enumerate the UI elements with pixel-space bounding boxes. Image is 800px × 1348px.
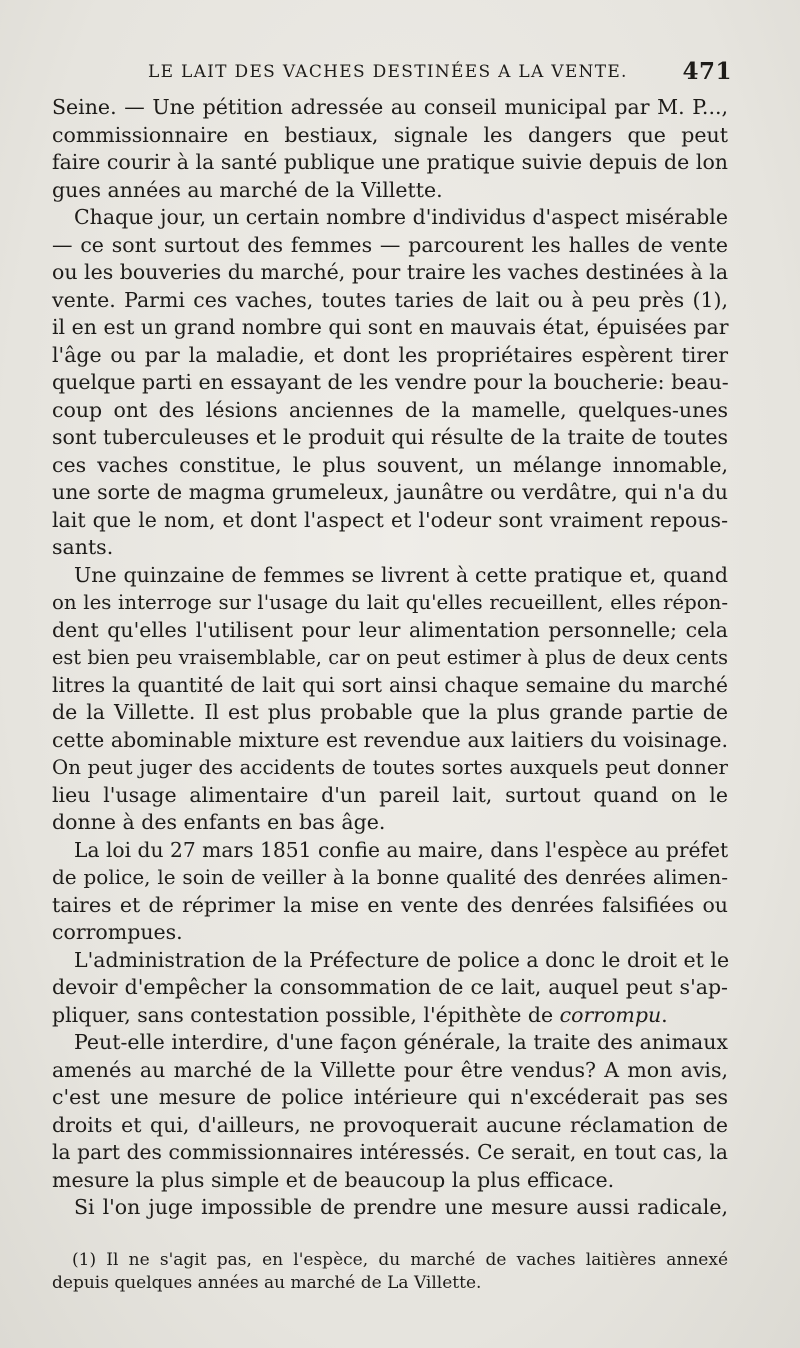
- text-line: l'âge ou par la maladie, et dont les propriétaires espèrent tirer: [52, 342, 728, 367]
- text-line: Si l'on juge impossible de prendre une mesure aussi radicale,: [74, 1195, 728, 1219]
- text-line: amenés au marché de la Villette pour être vendus? A mon avis,: [52, 1057, 728, 1082]
- page-number: 471: [682, 58, 732, 85]
- text-line: On peut juger des accidents de toutes sortes auxquels peut donner: [52, 756, 728, 779]
- footnote-line: (1) Il ne s'agit pas, en l'espèce, du marché de vaches laitières annexé: [72, 1250, 728, 1270]
- text-line: c'est une mesure de police intérieure qui n'excéderait pas ses: [52, 1085, 728, 1109]
- text-line: faire courir à la santé publique une pratique suivie depuis de lon: [52, 150, 728, 174]
- text-line: commissionnaire en bestiaux, signale les dangers que peut: [52, 122, 728, 147]
- body-text: [52, 94, 728, 1222]
- text-line: Une quinzaine de femmes se livrent à cette pratique et, quand: [74, 562, 728, 587]
- text-line: une sorte de magma grumeleux, jaunâtre ou verdâtre, qui n'a du: [52, 480, 728, 504]
- text-line: La loi du 27 mars 1851 confie au maire, dans l'espèce au préfet: [74, 837, 729, 862]
- text-line: lieu l'usage alimentaire d'un pareil lait, surtout quand on le: [52, 782, 728, 807]
- text-line: lait que le nom, et dont l'aspect et l'odeur sont vraiment repous-: [52, 507, 728, 532]
- footnote-line: depuis quelques années au marché de La Villette.: [52, 1273, 482, 1293]
- text-line: gues années au marché de la Villette.: [52, 177, 443, 202]
- running-head: [52, 60, 732, 86]
- text-line: donne à des enfants en bas âge.: [52, 810, 386, 834]
- footnote: [52, 1249, 728, 1295]
- running-title: LE LAIT DES VACHES DESTINÉES A LA VENTE.: [148, 62, 628, 82]
- text-line: de police, le soin de veiller à la bonne qualité des denrées alimen-: [52, 865, 728, 889]
- text-line: il en est un grand nombre qui sont en mauvais état, épuisées par: [52, 315, 729, 339]
- text-line: droits et qui, d'ailleurs, ne provoquerait aucune réclamation de: [52, 1112, 728, 1137]
- text-line: dent qu'elles l'utilisent pour leur alimentation personnelle; cela: [52, 617, 728, 642]
- text-line: est bien peu vraisemblable, car on peut estimer à plus de deux cents: [52, 646, 728, 669]
- text-line: taires et de réprimer la mise en vente des denrées falsifiées ou: [52, 892, 728, 917]
- text-line: — ce sont surtout des femmes — parcourent les halles de vente: [52, 232, 728, 257]
- text-line: la part des commissionnaires intéressés. Ce serait, en tout cas, la: [52, 1140, 728, 1164]
- text-line: L'administration de la Préfecture de police a donc le droit et le: [74, 947, 730, 972]
- text-line: on les interroge sur l'usage du lait qu'elles recueillent, elles répon-: [52, 591, 728, 614]
- text-line: sont tuberculeuses et le produit qui résulte de la traite de toutes: [52, 425, 728, 449]
- text-line: litres la quantité de lait qui sort ainsi chaque semaine du marché: [52, 672, 728, 697]
- text-line: Peut-elle interdire, d'une façon générale, la traite des animaux: [74, 1030, 728, 1054]
- text-line: vente. Parmi ces vaches, toutes taries de lait ou à peu près (1),: [52, 287, 728, 312]
- text-line: pliquer, sans contestation possible, l'épithète de corrompu.: [52, 1002, 668, 1027]
- text-line: cette abominable mixture est revendue aux laitiers du voisinage.: [52, 727, 728, 752]
- text-line: Chaque jour, un certain nombre d'individus d'aspect misérable: [74, 205, 728, 229]
- text-line: sants.: [52, 535, 114, 559]
- text-line: mesure la plus simple et de beaucoup la plus efficace.: [52, 1167, 615, 1192]
- text-line: Seine. — Une pétition adressée au conseil municipal par M. P...,: [52, 95, 728, 119]
- text-line: de la Villette. Il est plus probable que la plus grande partie de: [52, 700, 728, 724]
- text-line: corrompues.: [52, 920, 183, 944]
- text-line: ces vaches constitue, le plus souvent, un mélange innomable,: [52, 452, 728, 477]
- text-line: quelque parti en essayant de les vendre pour la boucherie: beau-: [52, 370, 729, 394]
- text-line: coup ont des lésions anciennes de la mamelle, quelques-unes: [52, 397, 728, 422]
- text-line: ou les bouveries du marché, pour traire les vaches destinées à la: [52, 260, 729, 284]
- text-line: devoir d'empêcher la consommation de ce lait, auquel peut s'ap-: [52, 975, 728, 999]
